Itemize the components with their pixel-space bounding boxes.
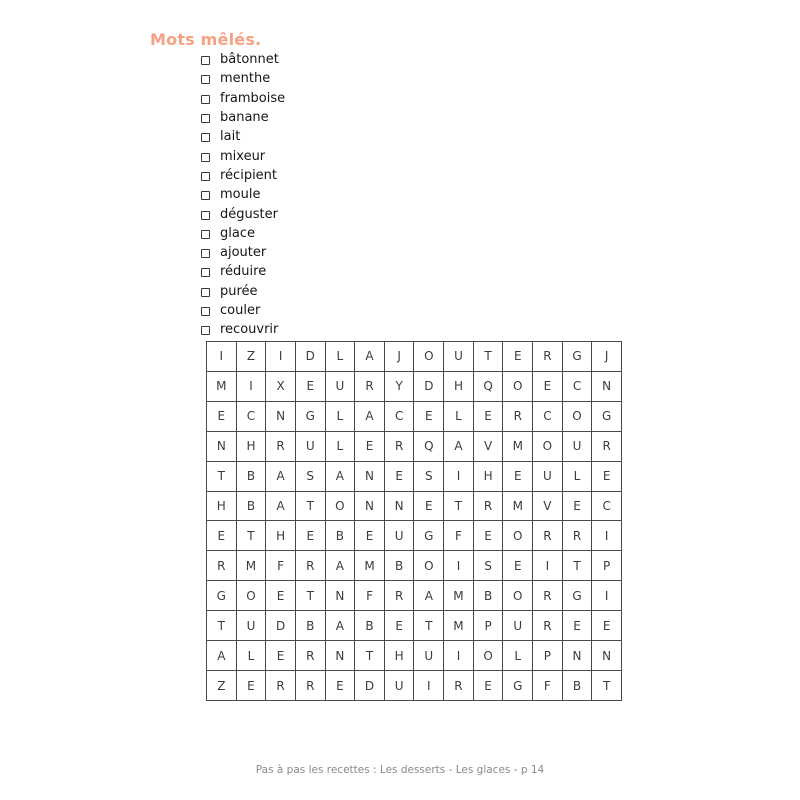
- grid-cell: T: [592, 671, 622, 701]
- grid-cell: M: [207, 372, 237, 402]
- word-label: recouvrir: [220, 322, 279, 338]
- grid-cell: C: [533, 402, 563, 432]
- grid-cell: E: [474, 402, 504, 432]
- grid-cell: L: [444, 402, 474, 432]
- page-title: Mots mêlés.: [150, 30, 262, 49]
- grid-cell: U: [444, 342, 474, 372]
- grid-cell: A: [266, 492, 296, 522]
- checkbox-bullet-icon: [201, 75, 210, 84]
- grid-cell: E: [503, 342, 533, 372]
- grid-cell: E: [355, 432, 385, 462]
- grid-cell: O: [326, 492, 356, 522]
- word-list-item: [201, 146, 285, 165]
- grid-cell: R: [296, 551, 326, 581]
- grid-cell: A: [266, 462, 296, 492]
- grid-cell: R: [385, 432, 415, 462]
- grid-cell: T: [355, 641, 385, 671]
- grid-cell: I: [207, 342, 237, 372]
- checkbox-bullet-icon: [201, 56, 210, 65]
- word-label: mixeur: [220, 148, 266, 164]
- grid-cell: Q: [474, 372, 504, 402]
- grid-cell: M: [444, 611, 474, 641]
- grid-cell: M: [444, 581, 474, 611]
- grid-cell: V: [533, 492, 563, 522]
- grid-cell: U: [326, 372, 356, 402]
- grid-cell: Z: [207, 671, 237, 701]
- word-list-item: [201, 185, 285, 204]
- grid-cell: G: [563, 342, 593, 372]
- grid-cell: H: [266, 521, 296, 551]
- grid-cell: P: [533, 641, 563, 671]
- word-label: banane: [220, 110, 269, 126]
- grid-cell: B: [237, 462, 267, 492]
- checkbox-bullet-icon: [201, 211, 210, 220]
- grid-cell: B: [237, 492, 267, 522]
- grid-cell: N: [207, 432, 237, 462]
- grid-cell: M: [355, 551, 385, 581]
- grid-cell: I: [444, 462, 474, 492]
- grid-cell: E: [266, 641, 296, 671]
- grid-cell: E: [296, 372, 326, 402]
- word-list-item: [201, 243, 285, 262]
- grid-cell: O: [533, 432, 563, 462]
- grid-cell: T: [237, 521, 267, 551]
- grid-cell: R: [296, 641, 326, 671]
- checkbox-bullet-icon: [201, 95, 210, 104]
- grid-cell: H: [237, 432, 267, 462]
- grid-cell: E: [592, 462, 622, 492]
- grid-cell: Q: [414, 432, 444, 462]
- word-list-item: [201, 262, 285, 281]
- grid-cell: U: [237, 611, 267, 641]
- grid-cell: E: [592, 611, 622, 641]
- grid-cell: R: [266, 671, 296, 701]
- grid-cell: U: [533, 462, 563, 492]
- grid-cell: I: [266, 342, 296, 372]
- grid-cell: C: [592, 492, 622, 522]
- word-list-item: [201, 282, 285, 301]
- grid-cell: M: [237, 551, 267, 581]
- grid-cell: R: [503, 402, 533, 432]
- grid-cell: E: [414, 492, 444, 522]
- grid-cell: E: [326, 671, 356, 701]
- word-label: déguster: [220, 206, 278, 222]
- grid-cell: H: [385, 641, 415, 671]
- grid-cell: R: [533, 611, 563, 641]
- word-label: bâtonnet: [220, 52, 279, 68]
- grid-cell: G: [414, 521, 444, 551]
- grid-cell: C: [385, 402, 415, 432]
- checkbox-bullet-icon: [201, 230, 210, 239]
- grid-cell: R: [296, 671, 326, 701]
- grid-cell: E: [563, 611, 593, 641]
- grid-cell: O: [414, 551, 444, 581]
- grid-cell: N: [326, 641, 356, 671]
- checkbox-bullet-icon: [201, 191, 210, 200]
- grid-cell: F: [444, 521, 474, 551]
- grid-cell: I: [444, 641, 474, 671]
- grid-cell: E: [266, 581, 296, 611]
- word-list-item: [201, 166, 285, 185]
- grid-cell: R: [533, 581, 563, 611]
- grid-cell: I: [533, 551, 563, 581]
- word-label: glace: [220, 225, 255, 241]
- grid-cell: G: [296, 402, 326, 432]
- grid-cell: E: [296, 521, 326, 551]
- grid-cell: B: [474, 581, 504, 611]
- grid-cell: T: [474, 342, 504, 372]
- grid-cell: G: [563, 581, 593, 611]
- grid-cell: R: [563, 521, 593, 551]
- footer-text: Pas à pas les recettes : Les desserts - Les glaces - p 14: [255, 764, 545, 776]
- grid-cell: H: [474, 462, 504, 492]
- grid-cell: G: [503, 671, 533, 701]
- checkbox-bullet-icon: [201, 249, 210, 258]
- grid-cell: A: [444, 432, 474, 462]
- grid-cell: R: [355, 372, 385, 402]
- grid-cell: S: [474, 551, 504, 581]
- grid-cell: L: [503, 641, 533, 671]
- grid-cell: T: [207, 462, 237, 492]
- grid-cell: E: [207, 402, 237, 432]
- grid-cell: E: [355, 521, 385, 551]
- grid-cell: E: [237, 671, 267, 701]
- word-list-item: [201, 89, 285, 108]
- grid-cell: T: [563, 551, 593, 581]
- word-list-item: [201, 204, 285, 223]
- checkbox-bullet-icon: [201, 268, 210, 277]
- grid-cell: R: [592, 432, 622, 462]
- grid-cell: G: [207, 581, 237, 611]
- grid-cell: E: [563, 492, 593, 522]
- grid-cell: N: [563, 641, 593, 671]
- checkbox-bullet-icon: [201, 133, 210, 142]
- grid-cell: D: [296, 342, 326, 372]
- grid-cell: I: [592, 521, 622, 551]
- grid-cell: A: [207, 641, 237, 671]
- grid-cell: C: [563, 372, 593, 402]
- grid-cell: N: [355, 462, 385, 492]
- grid-cell: U: [503, 611, 533, 641]
- grid-cell: E: [414, 402, 444, 432]
- grid-cell: N: [266, 402, 296, 432]
- word-label: menthe: [220, 71, 271, 87]
- grid-cell: C: [237, 402, 267, 432]
- grid-cell: Y: [385, 372, 415, 402]
- grid-cell: E: [474, 671, 504, 701]
- grid-cell: R: [533, 342, 563, 372]
- checkbox-bullet-icon: [201, 114, 210, 123]
- grid-cell: I: [237, 372, 267, 402]
- checkbox-bullet-icon: [201, 307, 210, 316]
- grid-cell: E: [503, 462, 533, 492]
- grid-cell: A: [355, 342, 385, 372]
- word-label: moule: [220, 187, 261, 203]
- word-label: récipient: [220, 167, 278, 183]
- grid-cell: R: [533, 521, 563, 551]
- word-label: couler: [220, 303, 261, 318]
- word-list-item: [201, 224, 285, 243]
- grid-cell: R: [385, 581, 415, 611]
- grid-cell: P: [474, 611, 504, 641]
- grid-cell: G: [592, 402, 622, 432]
- grid-cell: T: [414, 611, 444, 641]
- grid-cell: P: [592, 551, 622, 581]
- grid-cell: E: [474, 521, 504, 551]
- grid-cell: T: [296, 581, 326, 611]
- grid-cell: F: [533, 671, 563, 701]
- grid-cell: T: [296, 492, 326, 522]
- grid-cell: H: [207, 492, 237, 522]
- grid-cell: J: [592, 342, 622, 372]
- grid-cell: I: [414, 671, 444, 701]
- grid-cell: E: [533, 372, 563, 402]
- grid-cell: L: [326, 432, 356, 462]
- checkbox-bullet-icon: [201, 288, 210, 297]
- grid-cell: N: [592, 641, 622, 671]
- word-label: réduire: [220, 264, 267, 280]
- grid-cell: L: [237, 641, 267, 671]
- grid-cell: A: [326, 611, 356, 641]
- grid-cell: S: [296, 462, 326, 492]
- grid-cell: F: [266, 551, 296, 581]
- grid-cell: U: [563, 432, 593, 462]
- grid-cell: O: [474, 641, 504, 671]
- grid-cell: L: [326, 342, 356, 372]
- grid-cell: A: [355, 402, 385, 432]
- grid-cell: H: [444, 372, 474, 402]
- grid-cell: E: [207, 521, 237, 551]
- checkbox-bullet-icon: [201, 326, 210, 335]
- grid-cell: O: [503, 521, 533, 551]
- grid-cell: R: [266, 432, 296, 462]
- grid-cell: E: [385, 611, 415, 641]
- word-label: framboise: [220, 90, 286, 106]
- grid-cell: U: [385, 671, 415, 701]
- grid-cell: D: [414, 372, 444, 402]
- grid-cell: D: [266, 611, 296, 641]
- grid-cell: A: [326, 551, 356, 581]
- word-label: lait: [220, 129, 241, 145]
- grid-cell: L: [326, 402, 356, 432]
- word-list-item: [201, 69, 285, 88]
- grid-cell: B: [326, 521, 356, 551]
- grid-cell: N: [592, 372, 622, 402]
- grid-cell: B: [355, 611, 385, 641]
- grid-cell: O: [414, 342, 444, 372]
- grid-cell: U: [296, 432, 326, 462]
- grid-cell: T: [207, 611, 237, 641]
- grid-cell: A: [326, 462, 356, 492]
- grid-cell: M: [503, 492, 533, 522]
- grid-cell: N: [385, 492, 415, 522]
- grid-cell: E: [385, 462, 415, 492]
- grid-cell: O: [237, 581, 267, 611]
- grid-cell: J: [385, 342, 415, 372]
- grid-cell: B: [563, 671, 593, 701]
- checkbox-bullet-icon: [201, 172, 210, 181]
- grid-cell: R: [474, 492, 504, 522]
- grid-cell: L: [563, 462, 593, 492]
- grid-cell: E: [503, 551, 533, 581]
- grid-cell: B: [385, 551, 415, 581]
- grid-cell: R: [444, 671, 474, 701]
- grid-cell: M: [503, 432, 533, 462]
- grid-cell: F: [355, 581, 385, 611]
- grid-cell: N: [326, 581, 356, 611]
- word-list-item: [201, 127, 285, 146]
- word-list-item: [201, 320, 285, 339]
- grid-cell: O: [503, 372, 533, 402]
- word-label: ajouter: [220, 245, 267, 261]
- grid-cell: O: [563, 402, 593, 432]
- grid-cell: Z: [237, 342, 267, 372]
- word-list-item: [201, 301, 285, 320]
- grid-cell: T: [444, 492, 474, 522]
- grid-cell: U: [385, 521, 415, 551]
- word-search-grid: [206, 341, 622, 701]
- checkbox-bullet-icon: [201, 153, 210, 162]
- grid-cell: R: [207, 551, 237, 581]
- grid-cell: N: [355, 492, 385, 522]
- grid-cell: X: [266, 372, 296, 402]
- word-list: [201, 50, 285, 339]
- grid-cell: S: [414, 462, 444, 492]
- grid-cell: U: [414, 641, 444, 671]
- grid-cell: I: [444, 551, 474, 581]
- grid-cell: B: [296, 611, 326, 641]
- grid-cell: I: [592, 581, 622, 611]
- word-label: purée: [220, 283, 258, 299]
- grid-cell: A: [414, 581, 444, 611]
- word-list-item: [201, 108, 285, 127]
- word-list-item: [201, 50, 285, 69]
- grid-cell: D: [355, 671, 385, 701]
- grid-cell: O: [503, 581, 533, 611]
- grid-cell: V: [474, 432, 504, 462]
